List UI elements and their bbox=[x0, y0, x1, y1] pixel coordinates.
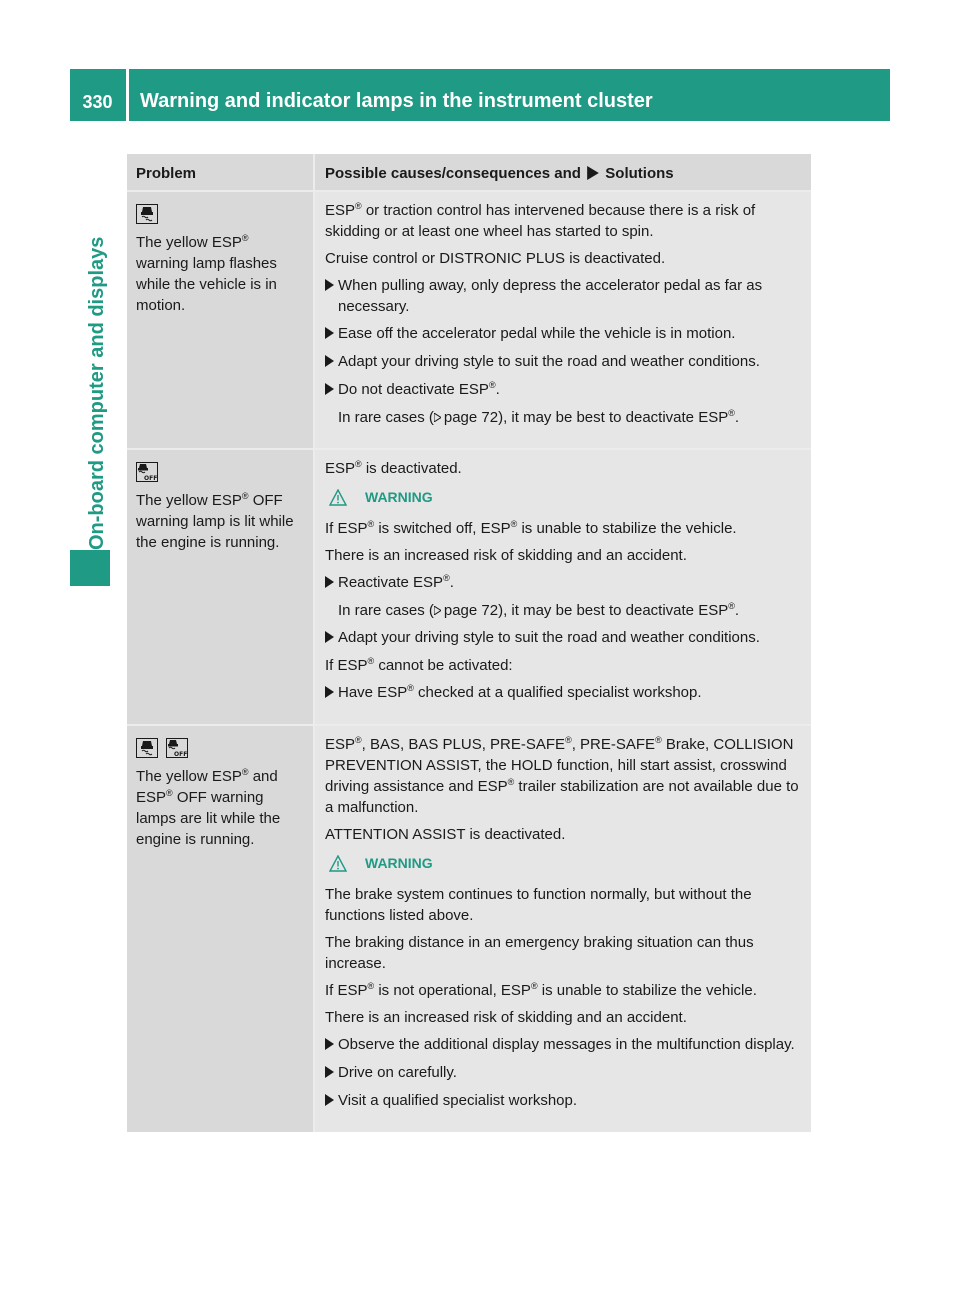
solution-cell: ESP® is deactivated. WARNING If ESP® is switched off, ESP® is unable to stabilize the vehicle. There is an increased risk of skidding and an accident. Reactivate ESP®. In rare cases ( page 72), it may be best to deactivate ESP®. Adapt your driving style to suit the road and weather conditions. If ESP® cannot be activated: Have ESP® checked at a qualified specialist workshop. bbox=[313, 450, 811, 724]
action-step: Visit a qualified specialist workshop. bbox=[325, 1090, 805, 1112]
table-row bbox=[127, 190, 811, 448]
action-step: Adapt your driving style to suit the road and weather conditions. bbox=[325, 351, 805, 373]
column-header-problem: Problem bbox=[127, 154, 313, 190]
action-arrow-icon bbox=[325, 327, 334, 339]
table-header-row bbox=[127, 154, 811, 190]
warning-lamps-table bbox=[127, 154, 811, 1132]
action-arrow-icon bbox=[325, 355, 334, 367]
action-arrow-icon bbox=[585, 165, 601, 182]
action-arrow-icon bbox=[325, 1066, 334, 1078]
warning-triangle-icon bbox=[329, 855, 347, 872]
action-step: Observe the additional display messages in the multifunction display. bbox=[325, 1034, 805, 1056]
esp-warning-lamp-icon bbox=[136, 204, 158, 224]
problem-cell: OFF The yellow ESP® and ESP® OFF warning lamps are lit while the engine is running. bbox=[127, 726, 313, 1132]
solution-cell: ESP®, BAS, BAS PLUS, PRE-SAFE®, PRE-SAFE® Brake, COLLISION PREVENTION ASSIST, the HOLD function, hill start assist, crosswind driving assistance and ESP® trailer stabilization are not available due to a malfunction. ATTENTION ASSIST is deactivated. WARNING The brake system continues to function normally, but without the functions listed above. The braking distance in an emergency braking situation can thus increase. If ESP® is not operational, ESP® is unable to stabilize the vehicle. There is an increased risk of skidding and an accident. Observe the additional display messages in the multifunction display. Drive on carefully. Visit a qualified specialist workshop. bbox=[313, 726, 811, 1132]
action-step: Have ESP® checked at a qualified specialist workshop. bbox=[325, 682, 805, 704]
table-row bbox=[127, 724, 811, 1132]
header-divider bbox=[126, 69, 129, 121]
action-arrow-icon bbox=[325, 576, 334, 588]
warning-triangle-icon bbox=[329, 489, 347, 506]
warning-heading: WARNING bbox=[329, 487, 805, 508]
svg-text:OFF: OFF bbox=[174, 751, 188, 758]
action-arrow-icon bbox=[325, 1094, 334, 1106]
table-row bbox=[127, 448, 811, 724]
solution-cell: ESP® or traction control has intervened because there is a risk of skidding or at least one wheel has started to spin. Cruise control or DISTRONIC PLUS is deactivated. When pulling away, only depress the accelerator pedal as far as necessary. Ease off the accelerator pedal while the vehicle is in motion. Adapt your driving style to suit the road and weather conditions. Do not deactivate ESP®. In rare cases ( page 72), it may be best to deactivate ESP®. bbox=[313, 192, 811, 448]
action-arrow-icon bbox=[325, 1038, 334, 1050]
problem-cell: The yellow ESP® warning lamp flashes while the vehicle is in motion. bbox=[127, 192, 313, 448]
warning-heading: WARNING bbox=[329, 853, 805, 874]
action-step: Adapt your driving style to suit the road and weather conditions. bbox=[325, 627, 805, 649]
section-tab-marker bbox=[70, 550, 110, 586]
action-arrow-icon bbox=[325, 279, 334, 291]
esp-off-warning-lamp-icon bbox=[166, 738, 188, 758]
esp-warning-lamp-icon bbox=[136, 738, 158, 758]
action-step: Drive on carefully. bbox=[325, 1062, 805, 1084]
action-arrow-icon bbox=[325, 383, 334, 395]
page-number: 330 bbox=[82, 92, 113, 112]
page-ref-arrow-icon bbox=[434, 600, 444, 621]
page-reference[interactable]: In rare cases ( page 72), it may be best to deactivate ESP®. bbox=[338, 408, 740, 426]
column-header-solutions: Possible causes/consequences and Solutions bbox=[313, 154, 811, 190]
page-ref-arrow-icon bbox=[434, 407, 444, 428]
action-step: When pulling away, only depress the accelerator pedal as far as necessary. bbox=[325, 275, 805, 317]
esp-off-warning-lamp-icon bbox=[136, 462, 158, 482]
action-step: Do not deactivate ESP®. bbox=[325, 379, 805, 401]
page-reference[interactable]: In rare cases ( page 72), it may be best to deactivate ESP®. bbox=[338, 601, 740, 619]
svg-text:OFF: OFF bbox=[144, 475, 158, 482]
action-arrow-icon bbox=[325, 686, 334, 698]
action-arrow-icon bbox=[325, 631, 334, 643]
problem-cell: OFF The yellow ESP® OFF warning lamp is lit while the engine is running. bbox=[127, 450, 313, 724]
action-step: Reactivate ESP®. bbox=[325, 572, 805, 594]
section-side-label: On-board computer and displays bbox=[86, 236, 108, 550]
action-step: Ease off the accelerator pedal while the vehicle is in motion. bbox=[325, 323, 805, 345]
page-title: Warning and indicator lamps in the instrument cluster bbox=[140, 90, 653, 112]
